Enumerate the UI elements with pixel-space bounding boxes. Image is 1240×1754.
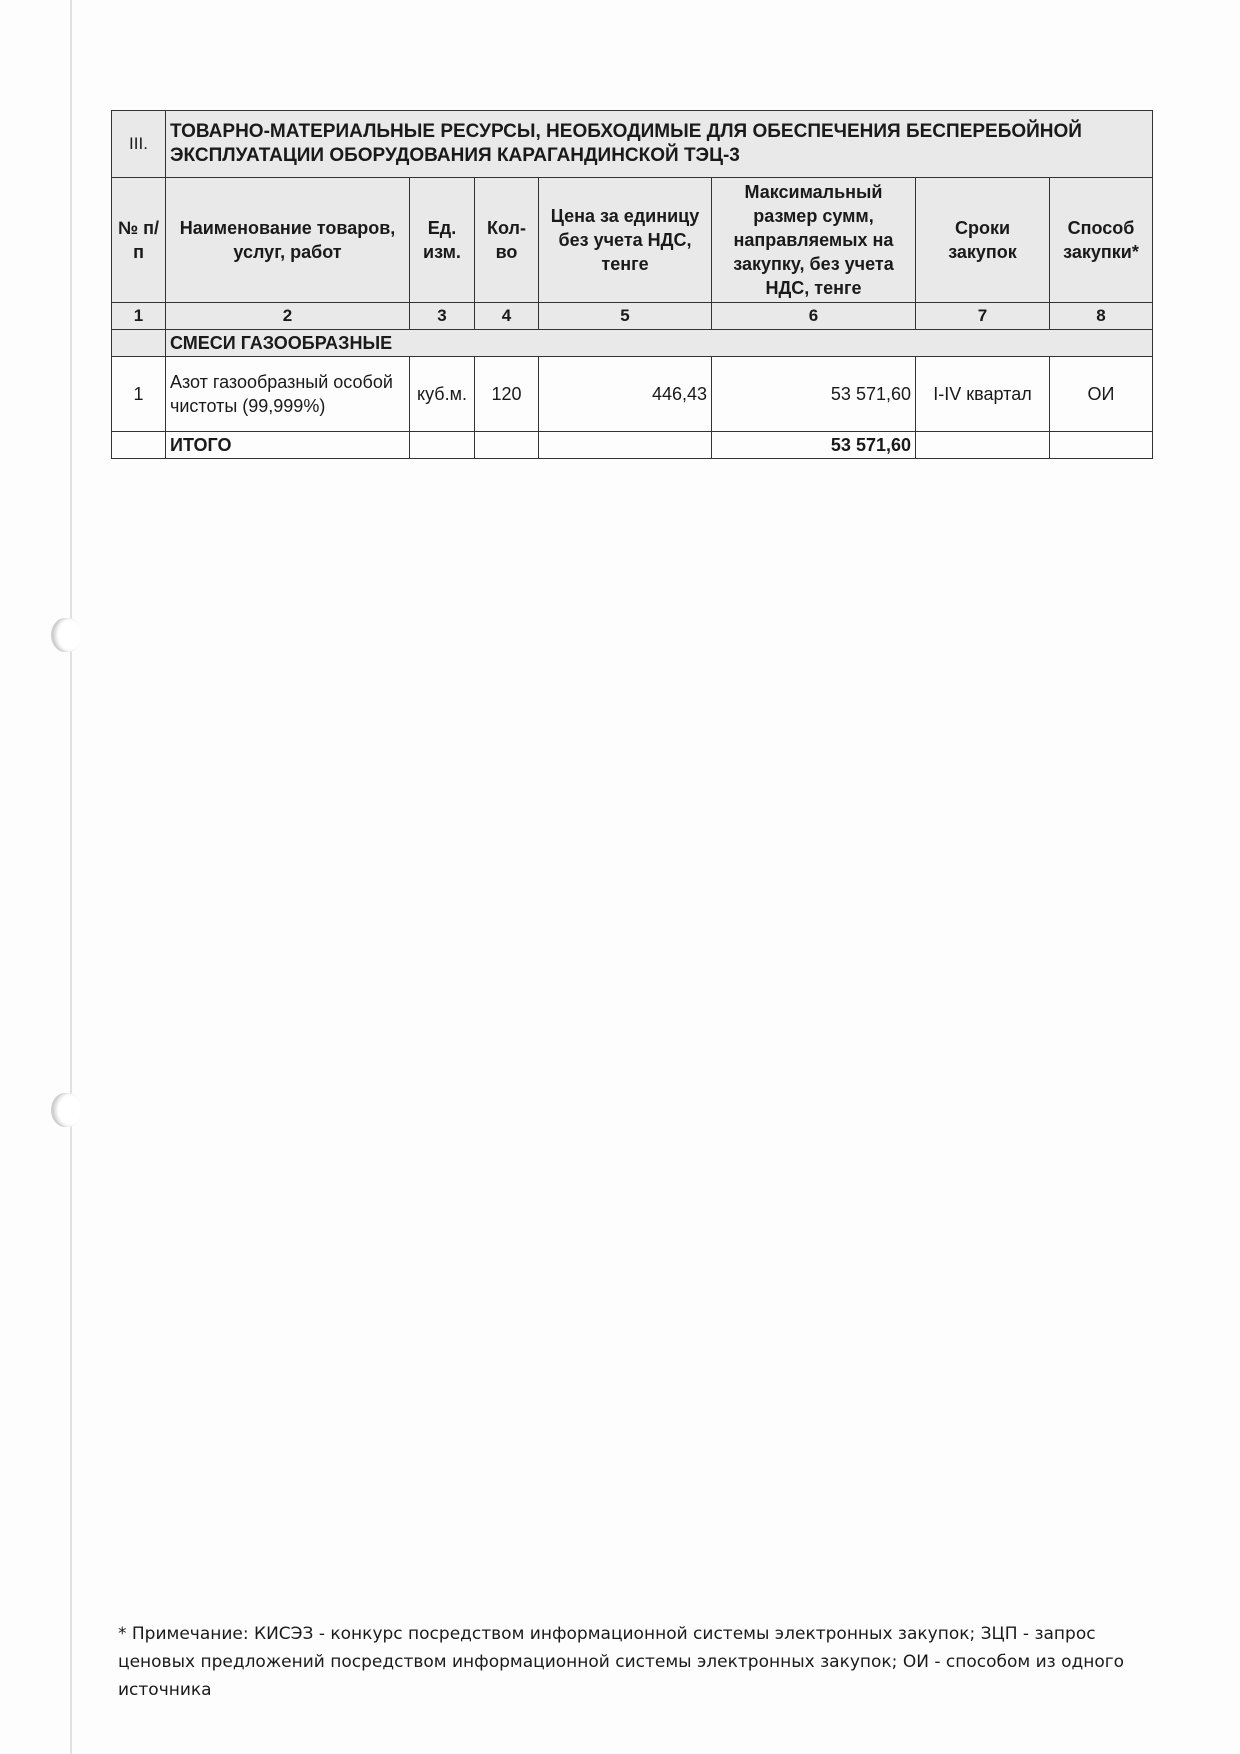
row-price: 446,43 (539, 357, 712, 432)
column-number-row (112, 303, 1153, 330)
punch-hole (54, 618, 82, 652)
header-period: Сроки закупок (916, 178, 1050, 303)
group-empty-cell (112, 330, 166, 357)
total-empty-cell (539, 432, 712, 459)
table-row (112, 357, 1153, 432)
column-number: 6 (712, 303, 916, 330)
row-unit: куб.м. (410, 357, 475, 432)
section-title: ТОВАРНО-МАТЕРИАЛЬНЫЕ РЕСУРСЫ, НЕОБХОДИМЫЕ ДЛЯ ОБЕСПЕЧЕНИЯ БЕСПЕРЕБОЙНОЙ ЭКСПЛУАТАЦИИ ОБОРУДОВАНИЯ КАРАГАНДИНСКОЙ ТЭЦ-3 (166, 111, 1153, 178)
group-name: СМЕСИ ГАЗООБРАЗНЫЕ (166, 330, 1153, 357)
header-name: Наименование товаров, услуг, работ (166, 178, 410, 303)
total-empty-cell (1050, 432, 1153, 459)
header-method: Способ закупки* (1050, 178, 1153, 303)
column-header-row (112, 178, 1153, 303)
total-row (112, 432, 1153, 459)
total-sum: 53 571,60 (712, 432, 916, 459)
section-number: III. (112, 111, 166, 178)
column-number: 2 (166, 303, 410, 330)
total-empty-cell (112, 432, 166, 459)
total-label: ИТОГО (166, 432, 410, 459)
header-unit: Ед. изм. (410, 178, 475, 303)
header-sum: Максимальный размер сумм, направляемых на закупку, без учета НДС, тенге (712, 178, 916, 303)
row-num: 1 (112, 357, 166, 432)
column-number: 7 (916, 303, 1050, 330)
procurement-table (111, 110, 1153, 459)
row-method: ОИ (1050, 357, 1153, 432)
header-price: Цена за единицу без учета НДС, тенге (539, 178, 712, 303)
column-number: 4 (475, 303, 539, 330)
section-header-row (112, 111, 1153, 178)
header-num: № п/п (112, 178, 166, 303)
binding-line (70, 0, 72, 1754)
total-empty-cell (475, 432, 539, 459)
punch-hole (54, 1093, 82, 1127)
column-number: 3 (410, 303, 475, 330)
total-empty-cell (916, 432, 1050, 459)
row-qty: 120 (475, 357, 539, 432)
column-number: 1 (112, 303, 166, 330)
row-sum: 53 571,60 (712, 357, 916, 432)
total-empty-cell (410, 432, 475, 459)
row-period: I-IV квартал (916, 357, 1050, 432)
footnote: * Примечание: КИСЭЗ - конкурс посредством информационной системы электронных закупок; ЗЦП - запрос ценовых предложений посредством информационной системы электронных закупок; ОИ - способом из одного источника (118, 1624, 1125, 1700)
group-row (112, 330, 1153, 357)
row-name: Азот газообразный особой чистоты (99,999%) (166, 357, 410, 432)
column-number: 5 (539, 303, 712, 330)
header-qty: Кол-во (475, 178, 539, 303)
column-number: 8 (1050, 303, 1153, 330)
